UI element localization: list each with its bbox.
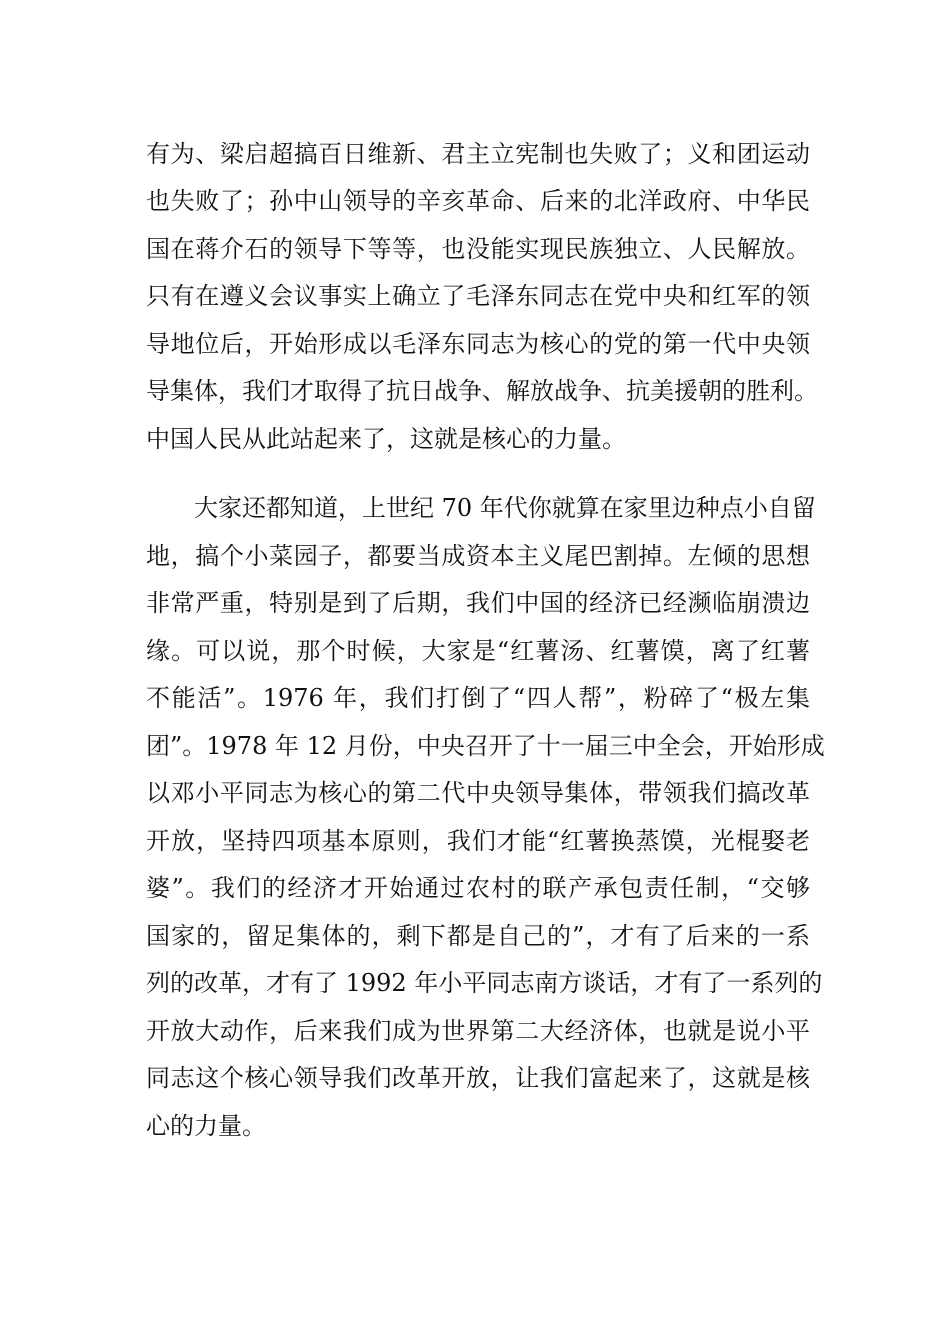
text-line: 开放，坚持四项基本原则，我们才能“红薯换蒸馍，光棍娶老 — [146, 827, 810, 855]
text-line: 以邓小平同志为核心的第二代中央领导集体，带领我们搞改革 — [146, 779, 810, 807]
text-line: 也失败了；孙中山领导的辛亥革命、后来的北洋政府、中华民 — [146, 187, 810, 215]
text-line: 大家还都知道，上世纪 70 年代你就算在家里边种点小自留 — [194, 494, 816, 522]
text-line: 开放大动作，后来我们成为世界第二大经济体，也就是说小平 — [146, 1017, 810, 1045]
text-line: 导地位后，开始形成以毛泽东同志为核心的党的第一代中央领 — [146, 330, 810, 358]
text-line: 缘。可以说，那个时候，大家是“红薯汤、红薯馍，离了红薯 — [146, 637, 810, 665]
text-line: 导集体，我们才取得了抗日战争、解放战争、抗美援朝的胜利。 — [146, 377, 818, 405]
text-line: 非常严重，特别是到了后期，我们中国的经济已经濒临崩溃边 — [146, 589, 810, 617]
text-line: 国家的，留足集体的，剩下都是自己的”，才有了后来的一系 — [146, 922, 810, 950]
text-line: 团”。1978 年 12 月份，中央召开了十一届三中全会，开始形成 — [146, 732, 825, 760]
text-line: 有为、梁启超搞百日维新、君主立宪制也失败了；义和团运动 — [146, 140, 810, 168]
text-line: 国在蒋介石的领导下等等，也没能实现民族独立、人民解放。 — [146, 235, 810, 263]
text-line: 中国人民从此站起来了，这就是核心的力量。 — [146, 425, 626, 453]
text-line: 地，搞个小菜园子，都要当成资本主义尾巴割掉。左倾的思想 — [146, 542, 810, 570]
text-line: 不能活”。1976 年，我们打倒了“四人帮”，粉碎了“极左集 — [146, 684, 810, 712]
text-line: 心的力量。 — [146, 1112, 266, 1140]
text-line: 同志这个核心领导我们改革开放，让我们富起来了，这就是核 — [146, 1064, 810, 1092]
text-line: 婆”。我们的经济才开始通过农村的联产承包责任制，“交够 — [146, 874, 810, 902]
text-line: 只有在遵义会议事实上确立了毛泽东同志在党中央和红军的领 — [146, 282, 810, 310]
text-line: 列的改革，才有了 1992 年小平同志南方谈话，才有了一系列的 — [146, 969, 823, 997]
